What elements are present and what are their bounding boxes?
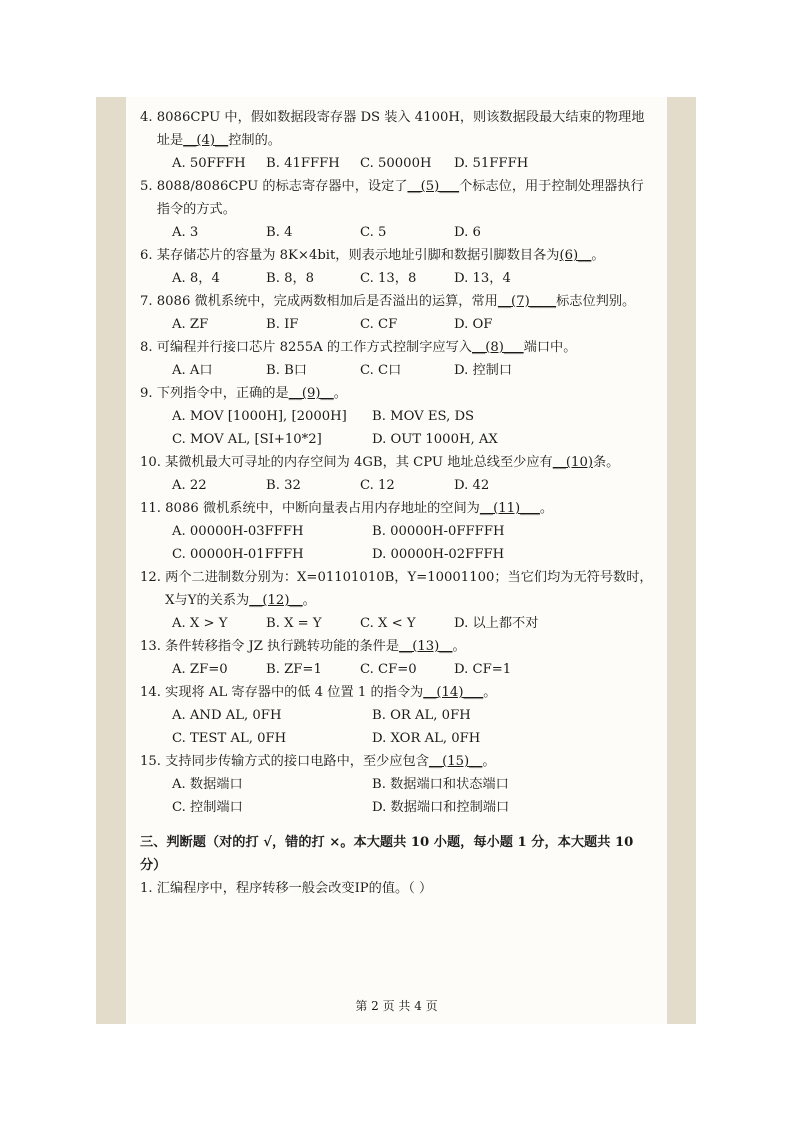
question-stem bbox=[140, 497, 656, 520]
question-stem bbox=[140, 750, 656, 773]
question-number: 7. bbox=[140, 294, 157, 309]
option-c: C. CF=0 bbox=[360, 662, 417, 677]
page-footer: 第 2 页 共 4 页 bbox=[355, 999, 438, 1013]
question-tail: 。 bbox=[333, 386, 347, 401]
option-row bbox=[140, 405, 656, 428]
judge-question: 1. 汇编程序中，程序转移一般会改变IP的值。（ ） bbox=[140, 881, 433, 896]
question-body: 实现将 AL 寄存器中的低 4 位置 1 的指令为 bbox=[165, 685, 424, 700]
question-text bbox=[165, 750, 656, 773]
question-stem bbox=[140, 106, 656, 152]
option-a: A. AND AL, 0FH bbox=[172, 708, 282, 723]
option-a: A. 22 bbox=[172, 478, 207, 493]
question-text bbox=[157, 290, 656, 313]
question-item bbox=[140, 497, 656, 566]
question-stem bbox=[140, 244, 656, 267]
question-stem bbox=[140, 382, 656, 405]
question-body: 8086CPU 中，假如数据段寄存器 DS 装入 4100H，则该数据段最大结束的物理地址是 bbox=[156, 110, 645, 148]
option-row bbox=[140, 520, 656, 543]
option-b: B. 32 bbox=[266, 478, 301, 493]
question-stem bbox=[140, 681, 656, 704]
option-d: D. XOR AL, 0FH bbox=[372, 731, 481, 746]
option-d: D. 数据端口和控制端口 bbox=[372, 800, 510, 815]
question-number: 6. bbox=[140, 248, 157, 263]
option-a: A. A口 bbox=[172, 363, 213, 378]
option-a: A. ZF bbox=[172, 317, 209, 332]
question-number: 13. bbox=[140, 639, 166, 654]
option-d: D. 以上都不对 bbox=[454, 616, 539, 631]
option-c: C. 5 bbox=[360, 225, 387, 240]
question-number: 9. bbox=[140, 386, 157, 401]
option-d: D. 控制口 bbox=[454, 363, 513, 378]
option-row bbox=[140, 474, 656, 497]
option-c: C. TEST AL, 0FH bbox=[172, 731, 287, 746]
question-body: 8086 微机系统中，中断向量表占用内存地址的空间为 bbox=[165, 501, 480, 516]
option-row bbox=[140, 313, 656, 336]
answer-blank: __(15)__ bbox=[428, 754, 483, 769]
question-body: 两个二进制数分别为：X=01101010B，Y=10001100；当它们均为无符号数时，X与Y的关系为 bbox=[165, 570, 653, 608]
question-item bbox=[140, 750, 656, 819]
option-b: B. 00000H-0FFFFH bbox=[372, 524, 505, 539]
question-item bbox=[140, 244, 656, 290]
option-row bbox=[140, 658, 656, 681]
option-row bbox=[140, 221, 656, 244]
question-tail: 。 bbox=[482, 754, 496, 769]
answer-blank: __(4)__ bbox=[183, 133, 229, 148]
option-c: C. 控制端口 bbox=[172, 800, 243, 815]
option-c: C. 00000H-01FFFH bbox=[172, 547, 304, 562]
question-item bbox=[140, 175, 656, 244]
option-d: D. 6 bbox=[454, 225, 481, 240]
option-b: B. OR AL, 0FH bbox=[372, 708, 471, 723]
option-d: D. OF bbox=[454, 317, 493, 332]
question-text bbox=[157, 106, 656, 152]
question-body: 可编程并行接口芯片 8255A 的工作方式控制字应写入 bbox=[156, 340, 472, 355]
option-c: C. C口 bbox=[360, 363, 402, 378]
question-text bbox=[165, 635, 656, 658]
option-c: C. MOV AL, [SI+10*2] bbox=[172, 432, 322, 447]
question-item bbox=[140, 681, 656, 750]
question-item bbox=[140, 451, 656, 497]
question-body: 8086 微机系统中，完成两数相加后是否溢出的运算，常用 bbox=[156, 294, 498, 309]
option-b: B. 41FFFH bbox=[266, 156, 340, 171]
question-number: 4. bbox=[140, 110, 157, 125]
option-row bbox=[140, 612, 656, 635]
option-b: B. B口 bbox=[266, 363, 307, 378]
option-d: D. 00000H-02FFFH bbox=[372, 547, 505, 562]
option-row bbox=[140, 773, 656, 796]
option-row bbox=[140, 152, 656, 175]
option-row bbox=[140, 704, 656, 727]
question-number: 10. bbox=[140, 455, 166, 470]
question-tail: 。 bbox=[302, 593, 316, 608]
section-title: 三、判断题（对的打 √，错的打 ×。本大题共 10 小题，每小题 1 分，本大题共 10 分） bbox=[140, 835, 634, 873]
question-stem bbox=[140, 290, 656, 313]
question-body: 某存储芯片的容量为 8K×4bit，则表示地址引脚和数据引脚数目各为 bbox=[156, 248, 560, 263]
option-a: A. X > Y bbox=[172, 616, 228, 631]
question-item bbox=[140, 635, 656, 681]
question-tail: 。 bbox=[483, 685, 497, 700]
answer-blank: __(8)___ bbox=[472, 340, 524, 355]
question-tail: 。 bbox=[591, 248, 605, 263]
question-tail: 。 bbox=[539, 501, 554, 516]
question-stem bbox=[140, 336, 656, 359]
option-d: D. 42 bbox=[454, 478, 490, 493]
option-b: B. 8，8 bbox=[266, 271, 315, 286]
option-a: A. 00000H-03FFFH bbox=[172, 524, 304, 539]
option-row bbox=[140, 428, 656, 451]
option-a: A. ZF=0 bbox=[172, 662, 228, 677]
option-a: A. 数据端口 bbox=[172, 777, 243, 792]
question-stem bbox=[140, 635, 656, 658]
question-list bbox=[140, 106, 656, 900]
option-row bbox=[140, 359, 656, 382]
question-tail: 个标志位，用于控制处理器执行指令的方式。 bbox=[156, 179, 644, 217]
option-b: B. MOV ES, DS bbox=[372, 409, 475, 424]
question-tail: 条。 bbox=[592, 455, 620, 470]
question-number: 8. bbox=[140, 340, 157, 355]
question-number: 12. bbox=[140, 570, 166, 585]
option-c: C. 12 bbox=[360, 478, 395, 493]
option-d: D. 13，4 bbox=[454, 271, 511, 286]
option-b: B. IF bbox=[266, 317, 299, 332]
option-row bbox=[140, 796, 656, 819]
option-d: D. 51FFFH bbox=[454, 156, 529, 171]
option-d: D. OUT 1000H, AX bbox=[372, 432, 498, 447]
question-body: 支持同步传输方式的接口电路中，至少应包含 bbox=[165, 754, 429, 769]
question-item bbox=[140, 336, 656, 382]
option-c: C. 50000H bbox=[360, 156, 432, 171]
question-text bbox=[165, 566, 656, 612]
question-item bbox=[140, 290, 656, 336]
answer-blank: __(7)____ bbox=[497, 294, 557, 309]
question-text bbox=[157, 382, 656, 405]
question-text bbox=[157, 336, 656, 359]
answer-blank: __(11)___ bbox=[479, 501, 540, 516]
option-d: D. CF=1 bbox=[454, 662, 512, 677]
question-body: 某微机最大可寻址的内存空间为 4GB，其 CPU 地址总线至少应有 bbox=[165, 455, 553, 470]
answer-blank: (6)__ bbox=[559, 248, 592, 263]
question-body: 下列指令中，正确的是 bbox=[156, 386, 289, 401]
question-text bbox=[157, 244, 656, 267]
question-tail: 端口中。 bbox=[523, 340, 577, 355]
option-row bbox=[140, 267, 656, 290]
option-a: A. 3 bbox=[172, 225, 199, 240]
option-b: B. ZF=1 bbox=[266, 662, 322, 677]
option-a: A. 8，4 bbox=[172, 271, 220, 286]
answer-blank: __(9)__ bbox=[288, 386, 334, 401]
question-number: 5. bbox=[140, 179, 157, 194]
question-tail: 标志位判别。 bbox=[556, 294, 636, 309]
question-stem bbox=[140, 451, 656, 474]
question-text bbox=[165, 451, 656, 474]
option-a: A. MOV [1000H], [2000H] bbox=[172, 409, 347, 424]
question-tail: 。 bbox=[452, 639, 466, 654]
question-text bbox=[165, 497, 656, 520]
question-text bbox=[165, 681, 656, 704]
option-b: B. X = Y bbox=[266, 616, 322, 631]
answer-blank: __(14)___ bbox=[423, 685, 484, 700]
question-tail: 控制的。 bbox=[228, 133, 281, 148]
option-c: C. CF bbox=[360, 317, 398, 332]
option-b: B. 数据端口和状态端口 bbox=[372, 777, 509, 792]
question-body: 条件转移指令 JZ 执行跳转功能的条件是 bbox=[165, 639, 400, 654]
option-c: C. X < Y bbox=[360, 616, 416, 631]
question-number: 15. bbox=[140, 754, 166, 769]
question-item bbox=[140, 382, 656, 451]
answer-blank: __(12)__ bbox=[249, 593, 303, 608]
question-item bbox=[140, 106, 656, 175]
question-item bbox=[140, 566, 656, 635]
option-c: C. 13，8 bbox=[360, 271, 417, 286]
option-row bbox=[140, 543, 656, 566]
question-stem bbox=[140, 566, 656, 612]
question-text bbox=[157, 175, 656, 221]
option-b: B. 4 bbox=[266, 225, 293, 240]
answer-blank: __(13)__ bbox=[399, 639, 453, 654]
question-number: 14. bbox=[140, 685, 166, 700]
option-a: A. 50FFFH bbox=[172, 156, 246, 171]
question-number: 11. bbox=[140, 501, 166, 516]
question-stem bbox=[140, 175, 656, 221]
answer-blank: __(10) bbox=[552, 455, 593, 470]
answer-blank: __(5)___ bbox=[407, 179, 460, 194]
question-body: 8088/8086CPU 的标志寄存器中，设定了 bbox=[156, 179, 408, 194]
option-row bbox=[140, 727, 656, 750]
